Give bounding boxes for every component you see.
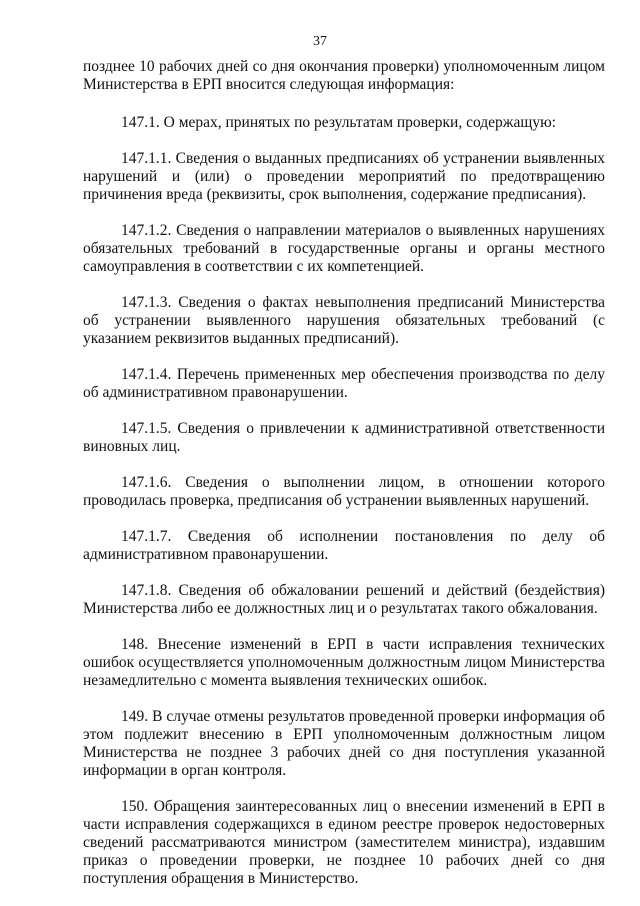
paragraph-147-1-7: 147.1.7. Сведения об исполнении постановления по делу об административном правонарушении. — [83, 528, 605, 563]
paragraph-149: 149. В случае отмены результатов проведенной проверки информация об этом подлежит внесению в ЕРП уполномоченным должностным лицом Министерства не позднее 3 рабочих дней со дня поступления указанной информации в орган контроля. — [83, 708, 605, 779]
paragraph-147-1: 147.1. О мерах, принятых по результатам проверки, содержащую: — [121, 114, 556, 131]
paragraph-147-1-2: 147.1.2. Сведения о направлении материалов о выявленных нарушениях обязательных требований в государственные органы и органы местного самоуправления в соответствии с их компетенцией. — [83, 222, 605, 275]
paragraph-147-1-8: 147.1.8. Сведения об обжаловании решений и действий (бездействия) Министерства либо ее должностных лиц и о результатах такого обжалования. — [83, 582, 605, 617]
page-number: 37 — [313, 34, 327, 49]
paragraph-147-1-4: 147.1.4. Перечень примененных мер обеспечения производства по делу об административном правонарушении. — [83, 366, 605, 401]
paragraph-147-1-5: 147.1.5. Сведения о привлечении к административной ответственности виновных лиц. — [83, 420, 605, 455]
paragraph-147-1-3: 147.1.3. Сведения о фактах невыполнения предписаний Министерства об устранении выявленного нарушения обязательных требований (с указанием реквизитов выданных предписаний). — [83, 294, 605, 347]
paragraph-150: 150. Обращения заинтересованных лиц о внесении изменений в ЕРП в части исправления содержащихся в едином реестре проверок недостоверных сведений рассматриваются министром (заместителем министра), издавшим приказ о проведении проверки, не позднее 10 рабочих дней со дня поступления обращения в Министерство. — [83, 798, 605, 887]
paragraph-147-1-6: 147.1.6. Сведения о выполнении лицом, в отношении которого проводилась проверка, предписания об устранении выявленных нарушений. — [83, 474, 605, 509]
document-body — [83, 58, 605, 906]
paragraph-148: 148. Внесение изменений в ЕРП в части исправления технических ошибок осуществляется уполномоченным должностным лицом Министерства незамедлительно с момента выявления технических ошибок. — [83, 636, 605, 689]
paragraph-continuation: позднее 10 рабочих дней со дня окончания проверки) уполномоченным лицом Министерства в ЕРП вносится следующая информация: — [83, 58, 605, 93]
paragraph-147-1-1: 147.1.1. Сведения о выданных предписаниях об устранении выявленных нарушений и (или) о проведении мероприятий по предотвращению причинения вреда (реквизиты, срок выполнения, содержание предписания). — [83, 150, 605, 203]
